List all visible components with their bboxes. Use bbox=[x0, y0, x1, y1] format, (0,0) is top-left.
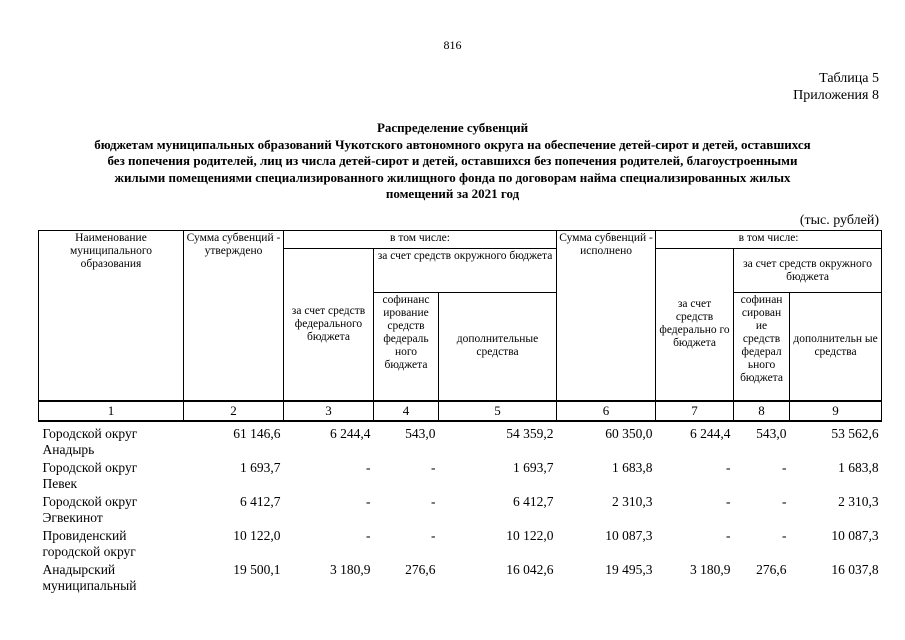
header-district-budget-2: за счет средств окружного бюджета bbox=[734, 249, 882, 293]
additional-2-cell: 10 087,3 bbox=[831, 527, 879, 543]
column-number: 3 bbox=[284, 401, 374, 421]
approved-cell: 61 146,6 bbox=[233, 425, 281, 441]
federal-2-cell: 3 180,9 bbox=[690, 561, 731, 577]
municipality-name bbox=[39, 527, 184, 561]
header-district-budget: за счет средств окружного бюджета bbox=[374, 249, 557, 293]
cofinancing-2-cell: - bbox=[782, 527, 787, 543]
additional-2-cell: 2 310,3 bbox=[838, 493, 879, 509]
federal-2-cell: - bbox=[726, 527, 731, 543]
title-line: бюджетам муниципальных образований Чукотского автономного округа на обеспечение детей-сирот и детей, оставшихся bbox=[94, 136, 811, 152]
additional-2-cell: 1 683,8 bbox=[838, 459, 879, 475]
column-number: 8 bbox=[734, 401, 790, 421]
federal-2-cell: - bbox=[726, 459, 731, 475]
municipality-name bbox=[39, 425, 184, 459]
additional-cell: 1 693,7 bbox=[513, 459, 554, 475]
column-number-row bbox=[39, 401, 882, 421]
cofinancing-cell: - bbox=[431, 527, 436, 543]
municipality-name-line: Анадырский bbox=[42, 561, 116, 577]
cofinancing-2-cell: 543,0 bbox=[756, 425, 787, 441]
table-row bbox=[39, 425, 882, 459]
federal-cell: - bbox=[366, 459, 371, 475]
municipality-name-line: Городской округ bbox=[42, 425, 138, 441]
federal-cell: 3 180,9 bbox=[330, 561, 371, 577]
cofinancing-2-cell: - bbox=[782, 493, 787, 509]
approved-cell: 10 122,0 bbox=[233, 527, 281, 543]
column-number: 6 bbox=[557, 401, 656, 421]
table-row bbox=[39, 459, 882, 493]
header-cofinancing: софинанс ирование средств федераль ного бюджета bbox=[374, 293, 439, 401]
header-including: в том числе: bbox=[284, 231, 557, 249]
title-line: Распределение субвенций bbox=[376, 120, 529, 135]
municipality-name-line: муниципальный bbox=[42, 577, 137, 593]
municipality-name-line: Провиденский bbox=[42, 527, 127, 543]
federal-cell: - bbox=[366, 527, 371, 543]
header-additional: дополнительные средства bbox=[439, 293, 557, 401]
table-row bbox=[39, 493, 882, 527]
table-row bbox=[39, 527, 882, 561]
table-reference bbox=[793, 70, 879, 104]
header-approved: Сумма субвенций - утверждено bbox=[184, 231, 284, 401]
municipality-name-line: Городской округ bbox=[42, 459, 138, 475]
table-row bbox=[39, 561, 882, 595]
cofinancing-cell: - bbox=[431, 493, 436, 509]
municipality-name-line: Эгвекинот bbox=[42, 509, 103, 525]
cofinancing-cell: - bbox=[431, 459, 436, 475]
column-number: 4 bbox=[374, 401, 439, 421]
additional-cell: 54 359,2 bbox=[506, 425, 554, 441]
federal-2-cell: 6 244,4 bbox=[690, 425, 731, 441]
page-number: 816 bbox=[443, 38, 462, 52]
column-number: 2 bbox=[184, 401, 284, 421]
title-line: без попечения родителей, лиц из числа детей-сирот и детей, оставшихся без попечения родителей, благоустроенными bbox=[107, 153, 798, 168]
appendix-reference-line: Приложения 8 bbox=[793, 88, 879, 103]
approved-cell: 19 500,1 bbox=[233, 561, 281, 577]
approved-cell: 6 412,7 bbox=[240, 493, 281, 509]
additional-cell: 16 042,6 bbox=[506, 561, 554, 577]
header-additional-2: дополнительн ые средства bbox=[790, 293, 882, 401]
cofinancing-cell: 543,0 bbox=[405, 425, 436, 441]
subvention-table bbox=[38, 230, 882, 595]
municipality-name-line: Анадырь bbox=[42, 441, 95, 457]
municipality-name-line: городской округ bbox=[42, 543, 136, 559]
additional-2-cell: 16 037,8 bbox=[831, 561, 879, 577]
federal-cell: - bbox=[366, 493, 371, 509]
additional-cell: 6 412,7 bbox=[513, 493, 554, 509]
executed-cell: 10 087,3 bbox=[605, 527, 653, 543]
header-name: Наименование муниципального образования bbox=[39, 231, 184, 401]
title-line: помещений за 2021 год bbox=[385, 186, 520, 201]
federal-cell: 6 244,4 bbox=[330, 425, 371, 441]
executed-cell: 1 683,8 bbox=[612, 459, 653, 475]
cofinancing-cell: 276,6 bbox=[405, 561, 436, 577]
title-line: жилыми помещениями специализированного жилищного фонда по договорам найма специализированных жилых bbox=[114, 169, 791, 185]
municipality-name-line: Певек bbox=[42, 475, 78, 491]
units-label: (тыс. рублей) bbox=[799, 213, 879, 228]
column-number: 7 bbox=[656, 401, 734, 421]
header-federal-funds: за счет средств федерального бюджета bbox=[284, 249, 374, 401]
header-including-2: в том числе: bbox=[656, 231, 882, 249]
federal-2-cell: - bbox=[726, 493, 731, 509]
municipality-name bbox=[39, 561, 184, 595]
column-number: 9 bbox=[790, 401, 882, 421]
approved-cell: 1 693,7 bbox=[240, 459, 281, 475]
document-title bbox=[20, 120, 885, 203]
executed-cell: 2 310,3 bbox=[612, 493, 653, 509]
municipality-name bbox=[39, 493, 184, 527]
table-reference-line: Таблица 5 bbox=[819, 71, 879, 86]
header-federal-funds-2: за счет средств федерально го бюджета bbox=[656, 249, 734, 401]
municipality-name bbox=[39, 459, 184, 493]
column-number: 1 bbox=[39, 401, 184, 421]
header-cofinancing-2: софинан сирован ие средств федерал ьного бюджета bbox=[734, 293, 790, 401]
additional-cell: 10 122,0 bbox=[506, 527, 554, 543]
municipality-name-line: Городской округ bbox=[42, 493, 138, 509]
cofinancing-2-cell: 276,6 bbox=[756, 561, 787, 577]
executed-cell: 60 350,0 bbox=[605, 425, 653, 441]
additional-2-cell: 53 562,6 bbox=[831, 425, 879, 441]
header-executed: Сумма субвенций - исполнено bbox=[557, 231, 656, 401]
cofinancing-2-cell: - bbox=[782, 459, 787, 475]
column-number: 5 bbox=[439, 401, 557, 421]
executed-cell: 19 495,3 bbox=[605, 561, 653, 577]
